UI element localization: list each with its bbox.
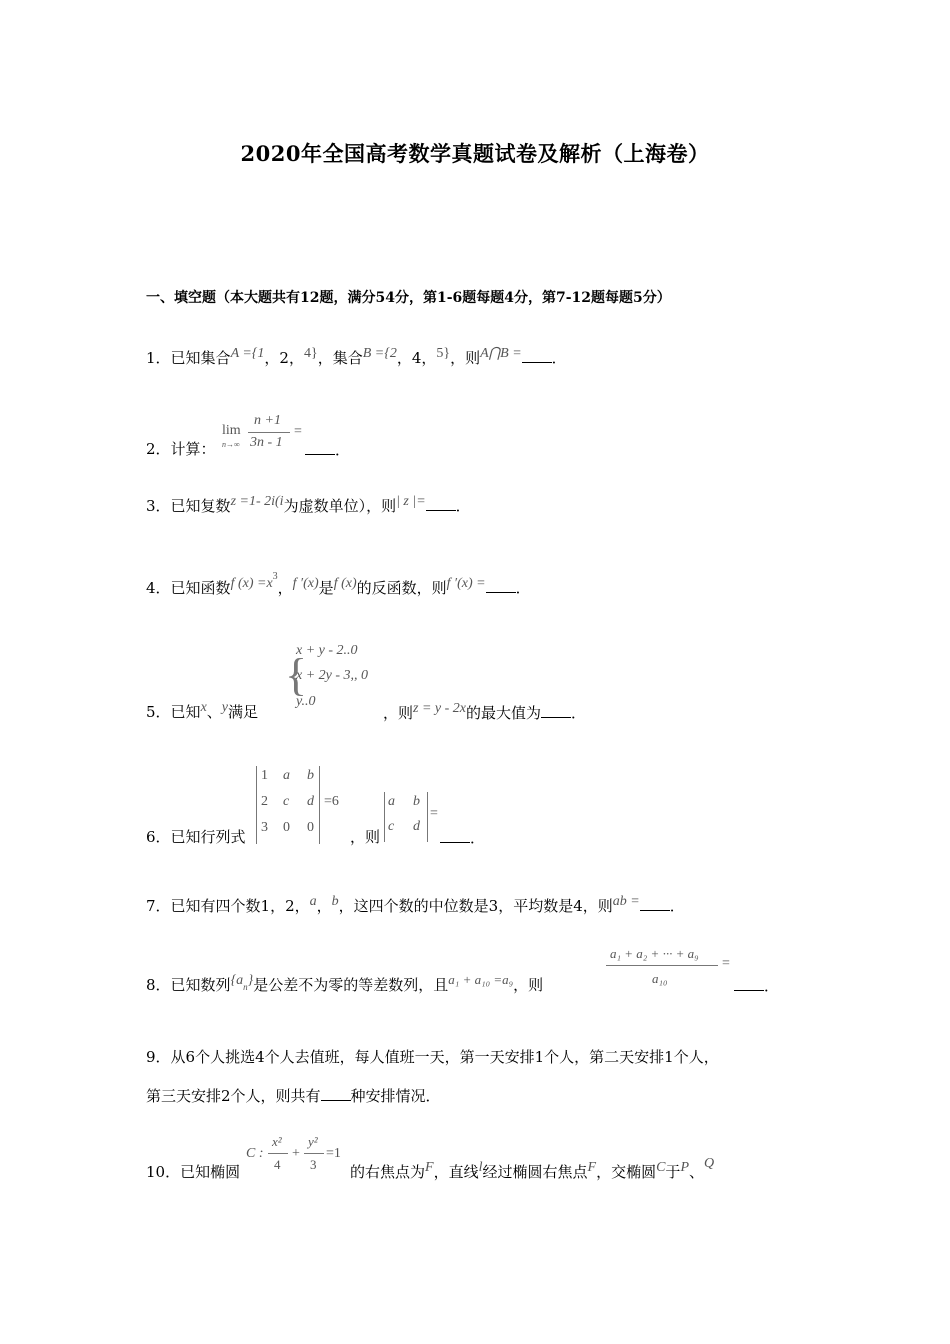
answer-blank[interactable] [486,578,516,593]
inequality-2: x + 2y - 3,, 0 [296,668,369,683]
text: ． [764,977,780,995]
matrix-cell: 0 [283,820,290,835]
text: 于 [665,1163,681,1181]
math: x [200,700,207,715]
math: y [221,700,229,715]
text: 、 [689,1163,705,1181]
answer-blank[interactable] [305,440,335,455]
question-number: 6． [146,828,171,846]
text: ， [277,579,293,597]
fraction-numerator: a₁ + a₂ + ··· + a₉ [610,946,699,961]
question-6-mid [350,828,380,846]
question-8 [146,972,544,1000]
ellipse-label: C : [246,1146,264,1161]
text: 满足 [228,703,259,721]
text: 从6个人挑选4个人去值班，每人值班一天，第一天安排1个人，第二天安排1个人， [170,1048,719,1066]
question-2 [146,440,216,458]
text: 、 [206,703,222,721]
question-9-line-2 [146,1086,441,1105]
fraction-denominator: 4 [274,1157,281,1172]
math: A ={1 [230,346,265,361]
determinant-3x3 [256,766,320,844]
matrix-cell: 1 [261,768,268,783]
matrix-cell: a [283,768,290,783]
text: 为虚数单位），则 [283,497,397,515]
equals-sign: = [430,806,438,821]
question-8-end [734,976,779,995]
text: ，则 [450,349,481,367]
answer-blank[interactable] [321,1086,351,1101]
math-superscript: 3 [272,571,278,582]
text: ． [455,497,471,515]
text: 经过椭圆右焦点 [482,1163,588,1181]
text: 已知集合 [170,349,231,367]
text: ，2， [264,349,304,367]
math: f (x) =x [230,576,273,591]
answer-blank[interactable] [734,976,764,991]
text: 已知 [170,703,201,721]
question-number: 4． [146,579,171,597]
text: ． [470,829,486,847]
fraction-numerator: y² [308,1134,318,1149]
fraction-denominator: 3 [310,1157,317,1172]
matrix-cell: 0 [307,820,314,835]
question-5-end [383,703,586,724]
fraction-denominator: a₁₀ [652,971,668,986]
math: z = y - 2x [413,701,467,716]
question-1 [146,348,567,369]
fraction-numerator: x² [272,1134,282,1149]
fraction-bar [304,1153,324,1154]
fraction-denominator: 3n - 1 [250,435,283,450]
text: 是 [318,579,334,597]
question-3 [146,496,471,517]
text: 已知数列 [170,976,231,994]
text: ，4， [396,349,437,367]
text: ，交椭圆 [596,1163,657,1181]
math: b [331,894,339,909]
question-number: 7． [146,897,171,915]
math: 5} [436,346,451,361]
fraction-numerator: n +1 [254,413,281,428]
text: ． [335,441,351,459]
fraction-bar [606,965,718,966]
math: A⋂B = [480,346,522,361]
matrix-cell: c [388,819,395,834]
determinant-value: =6 [324,794,339,809]
matrix-cell: b [413,794,420,809]
question-5-start [146,700,259,723]
question-number: 8． [146,976,171,994]
inequality-1: x + y - 2..0 [296,643,358,658]
question-number: 2． [146,440,171,458]
text: ． [571,704,587,722]
text: 的右焦点为 [350,1163,426,1181]
answer-blank[interactable] [640,896,670,911]
math: {a [230,973,244,988]
text: ，则 [383,704,414,722]
matrix-cell: d [413,819,420,834]
math: a [309,894,317,909]
matrix-cell: c [283,794,290,809]
text: ，直线 [433,1163,479,1181]
limit-symbol: lim [222,423,241,438]
text: ． [515,579,531,597]
text: 已知椭圆 [180,1163,241,1181]
math: F [587,1160,597,1175]
math: B ={2 [362,346,397,361]
text: ，这四个数的中位数是3，平均数是4，则 [338,897,613,915]
math-subscript: n [243,982,248,992]
text: ． [551,349,567,367]
matrix-cell: a [388,794,395,809]
system-brace: { [285,649,308,700]
question-10-end [350,1156,715,1183]
limit-subscript: n→∞ [222,440,240,449]
text: 已知行列式 [170,828,246,846]
text: ，则 [513,976,544,994]
text: 的最大值为 [466,704,542,722]
matrix-cell: 3 [261,820,268,835]
answer-blank[interactable] [541,703,571,718]
question-10-start [146,1163,240,1181]
question-number: 1． [146,349,171,367]
equals-sign: = [722,956,730,971]
math: Q [704,1156,715,1171]
question-6-end [440,828,485,847]
answer-blank[interactable] [522,348,552,363]
equals-one: =1 [326,1146,341,1161]
text: 计算： [170,440,216,458]
answer-blank[interactable] [426,496,456,511]
question-number: 3． [146,497,171,515]
math: a₁ + a₁₀ =a₉ [448,972,514,987]
math: l [478,1160,483,1175]
text: 的反函数，则 [356,579,447,597]
question-number: 9． [146,1048,171,1066]
math: P [680,1160,689,1175]
math: } [247,973,254,988]
math: C [656,1160,666,1175]
question-2-tail [305,440,350,459]
text: ． [669,897,685,915]
inequality-3: y..0 [296,694,316,709]
matrix-cell: d [307,794,314,809]
page-title: 2020年全国高考数学真题试卷及解析（上海卷） [240,141,710,166]
math: f (x) [333,576,357,591]
matrix-cell: b [307,768,314,783]
math: 4} [303,346,318,361]
math: z =1- 2i(i [230,494,284,509]
math: ab = [612,894,640,909]
math: F [425,1160,434,1175]
text: 已知函数 [170,579,231,597]
text: 已知有四个数1，2， [170,897,310,915]
math: | z |= [396,494,426,509]
question-7 [146,896,685,917]
text: ，集合 [317,349,363,367]
question-6-start [146,828,246,846]
text: 种安排情况． [350,1087,441,1105]
equals-sign: = [294,424,302,439]
matrix-cell: 2 [261,794,268,809]
math: f ′(x) = [446,576,486,591]
text: 已知复数 [170,497,231,515]
math: f ′(x) [292,576,319,591]
fraction-bar [268,1153,288,1154]
section-heading: 一、填空题（本大题共有12题，满分54分，第1-6题每题4分，第7-12题每题5分） [146,290,671,306]
question-number: 10． [146,1163,181,1181]
fraction-bar [248,432,290,433]
text: 第三天安排2个人，则共有 [146,1087,321,1105]
text: ，则 [350,828,381,846]
question-number: 5． [146,703,171,721]
answer-blank[interactable] [440,828,470,843]
question-4 [146,571,531,599]
text: ， [316,897,332,915]
text: 是公差不为零的等差数列，且 [253,976,449,994]
plus-sign: + [292,1146,300,1161]
determinant-2x2 [384,792,428,842]
question-9-line-1 [146,1048,719,1066]
